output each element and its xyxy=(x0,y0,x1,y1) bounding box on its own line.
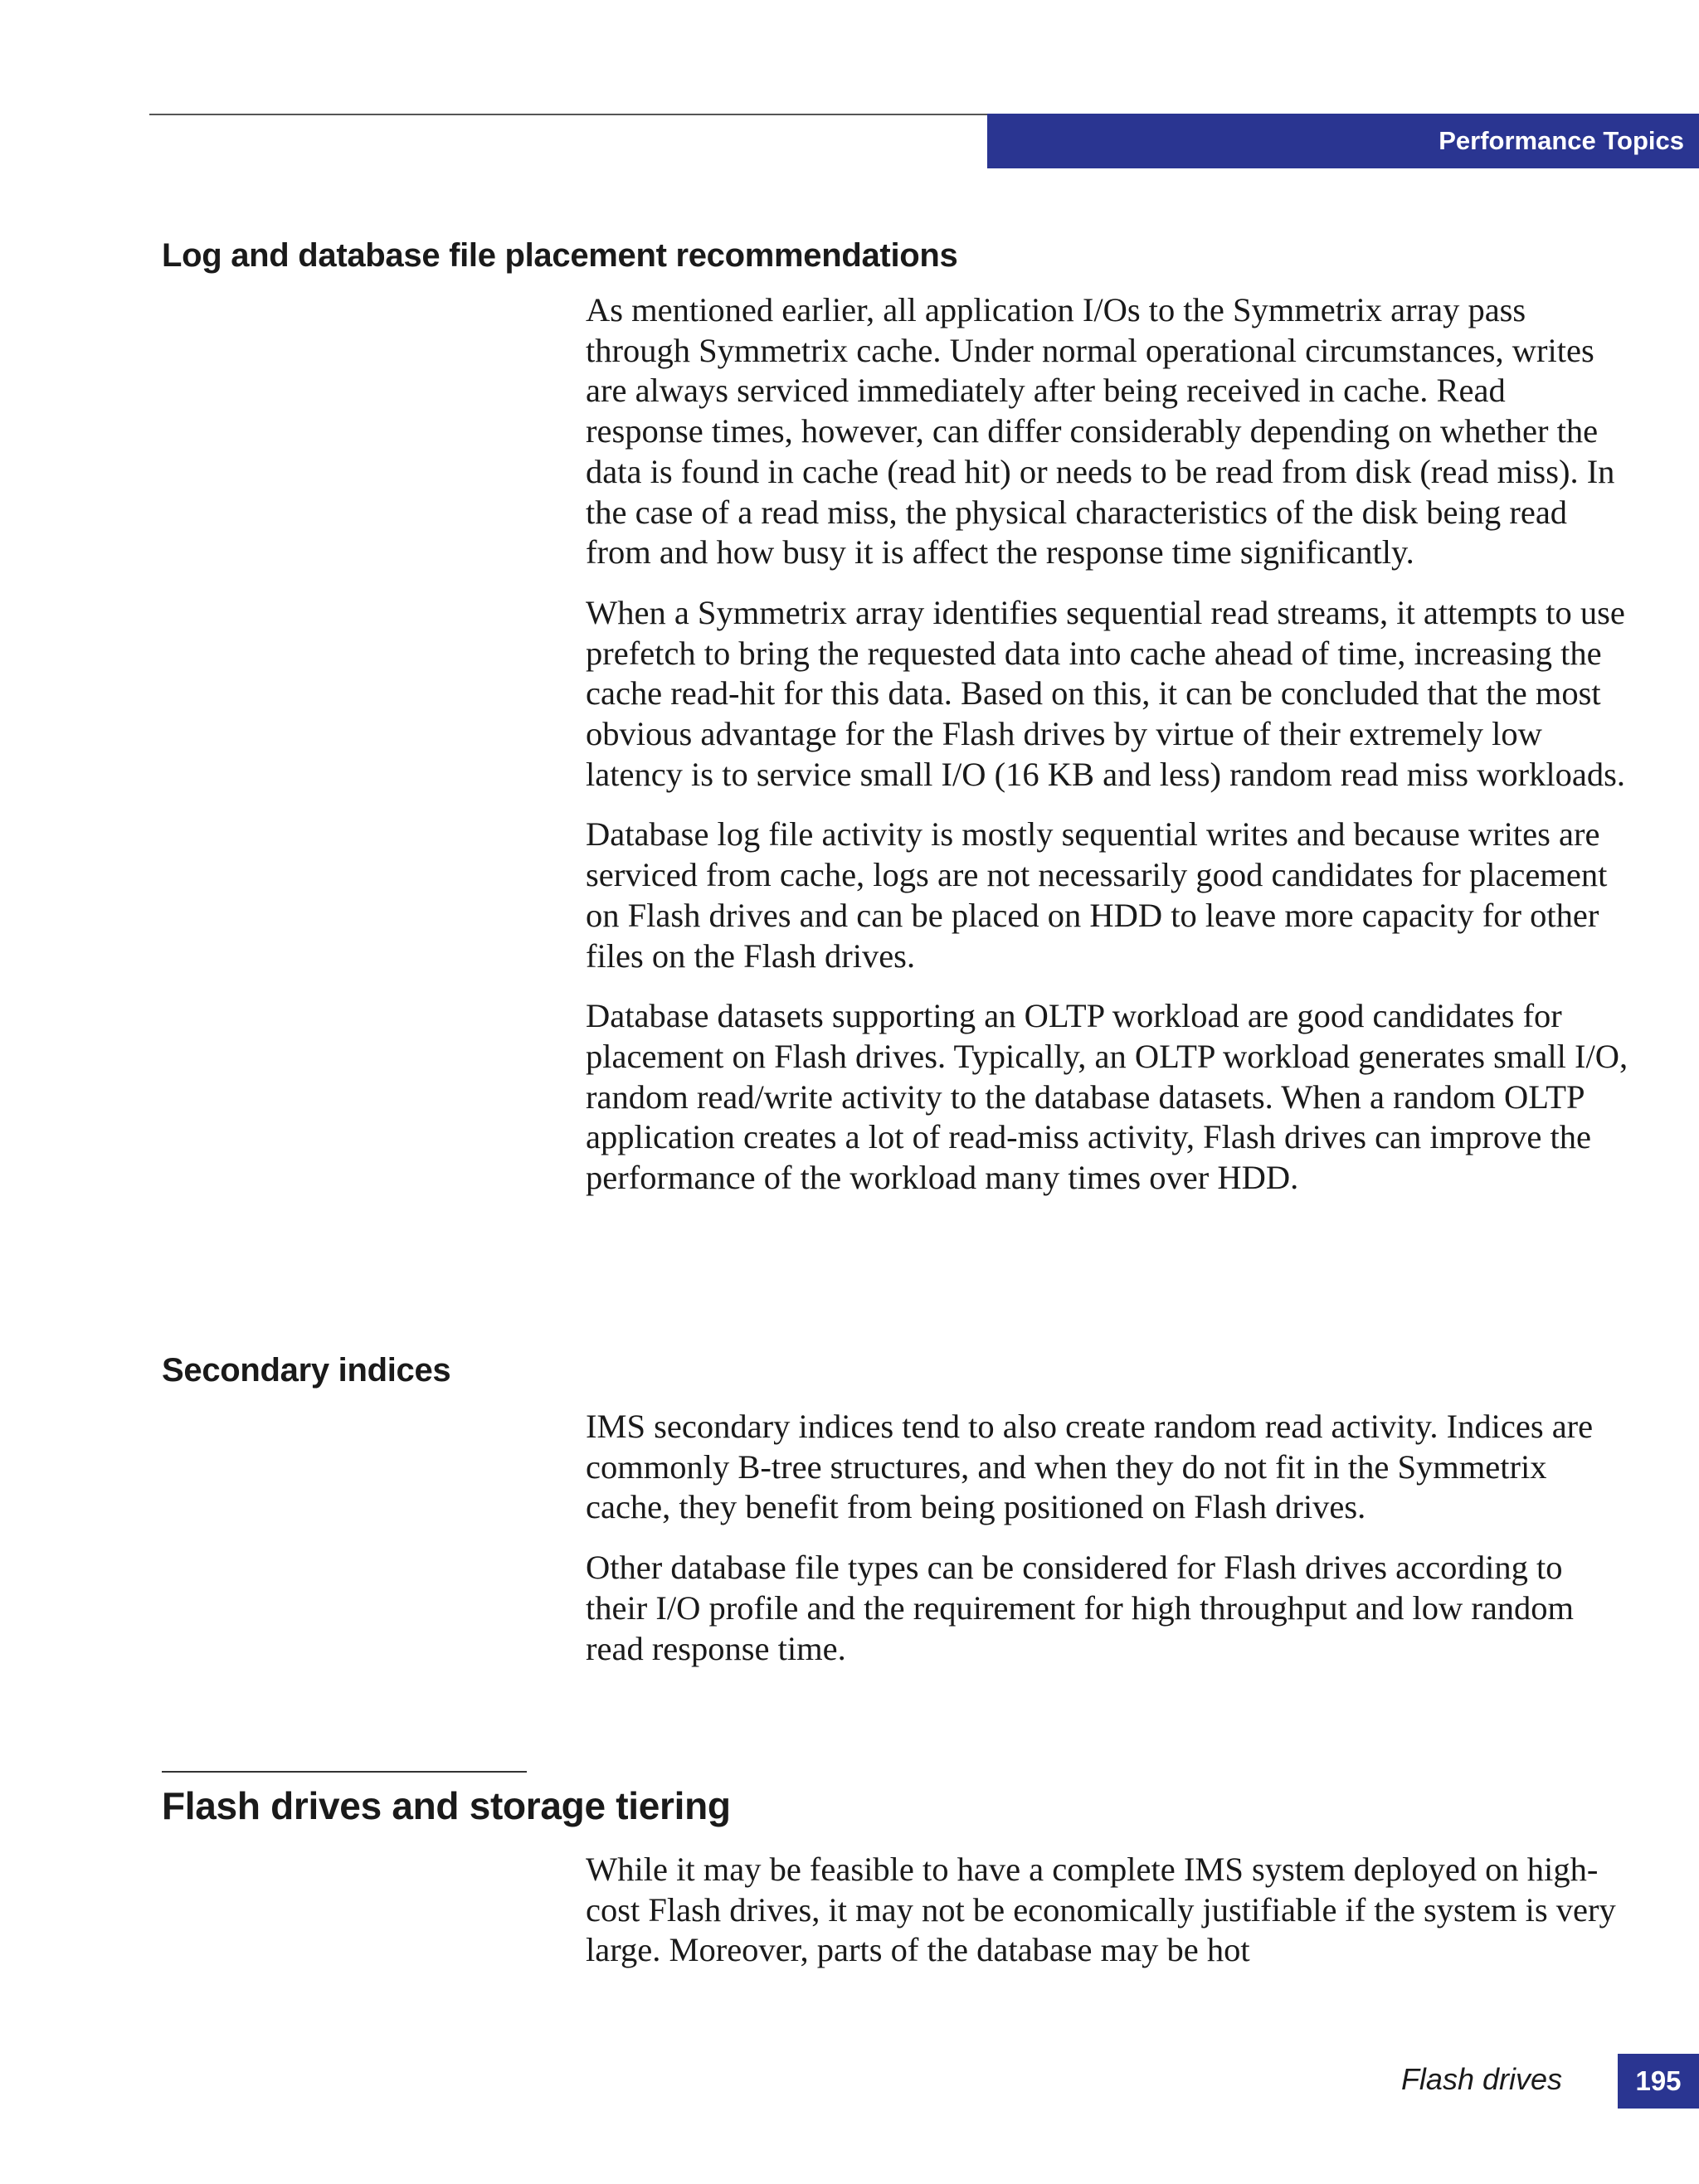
paragraph: Database datasets supporting an OLTP workload are good candidates for placement on Flash drives. Typically, an OLTP workload generates small I/O, random read/write activity to the database datasets. When a random OLTP application creates a lot of read-miss activity, Flash drives can improve the performance of the workload many times over HDD. xyxy=(586,997,1628,1197)
section-body-log-placement xyxy=(586,290,1631,1218)
section-body-storage-tiering xyxy=(586,1850,1631,1991)
section-heading-secondary-indices: Secondary indices xyxy=(162,1352,451,1389)
section-heading-log-placement: Log and database file placement recommendations xyxy=(162,237,958,274)
header-rule xyxy=(149,114,987,115)
running-header-title: Performance Topics xyxy=(1439,126,1684,155)
paragraph: Database log file activity is mostly sequential writes and because writes are serviced from cache, logs are not necessarily good candidates for placement on Flash drives and can be placed on HDD to leave more capacity for other files on the Flash drives. xyxy=(586,815,1608,975)
section-rule xyxy=(162,1771,527,1773)
page-number: 195 xyxy=(1635,2065,1682,2096)
paragraph: When a Symmetrix array identifies sequential read streams, it attempts to use prefetch to bring the requested data into cache ahead of time, increasing the cache read-hit for this data. Based on this, it can be concluded that the most obvious advantage for the Flash drives by virtue of their extremely low latency is to service small I/O (16 KB and less) random read miss workloads. xyxy=(586,593,1625,793)
paragraph: While it may be feasible to have a complete IMS system deployed on high-cost Flash drives, it may not be economically justifiable if the system is very large. Moreover, parts of the database may be hot xyxy=(586,1851,1616,1969)
running-header xyxy=(987,114,1699,168)
footer-chapter-title: Flash drives xyxy=(1400,2062,1562,2096)
section-body-secondary-indices xyxy=(586,1407,1631,1689)
page-number-badge xyxy=(1618,2054,1699,2109)
paragraph: Other database file types can be considered for Flash drives according to their I/O profile and the requirement for high throughput and low random read response time. xyxy=(586,1549,1575,1667)
section-heading-storage-tiering: Flash drives and storage tiering xyxy=(162,1784,731,1827)
paragraph: As mentioned earlier, all application I/Os to the Symmetrix array pass through Symmetrix cache. Under normal operational circumstances, writes are always serviced immediately after being received in cache. Read response times, however, can differ considerably depending on whether the data is found in cache (read hit) or needs to be read from disk (read miss). In the case of a read miss, the physical characteristics of the disk being read from and how busy it is affect the response time significantly. xyxy=(586,291,1615,572)
paragraph: IMS secondary indices tend to also create random read activity. Indices are commonly B-tree structures, and when they do not fit in the Symmetrix cache, they benefit from being positioned on Flash drives. xyxy=(586,1408,1594,1526)
